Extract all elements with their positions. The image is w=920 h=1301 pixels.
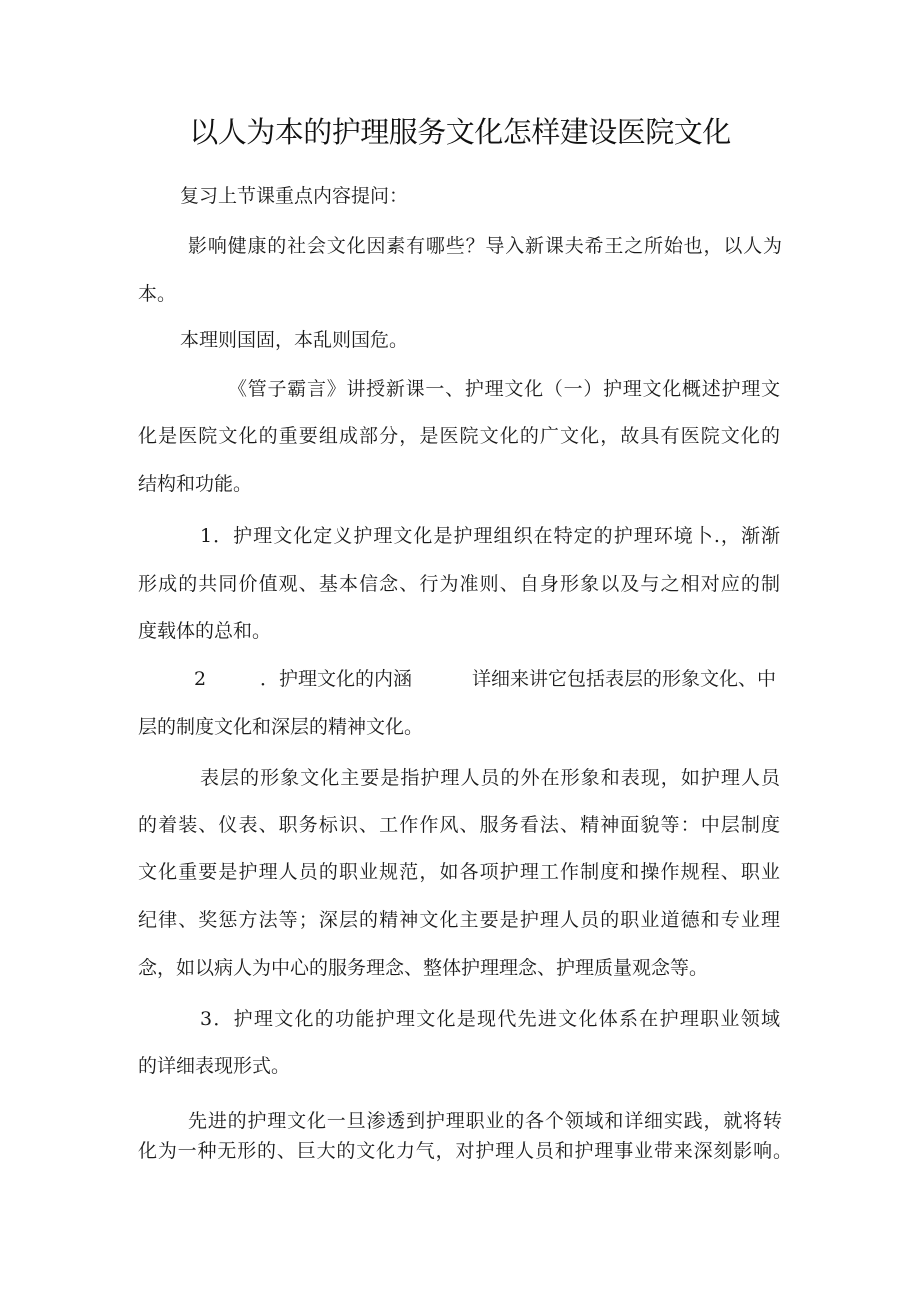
text-line: 结构和功能。	[138, 473, 253, 495]
text-line: 详细来讲它包括表层的形象文化、中	[472, 668, 777, 690]
text-line: 本。	[138, 283, 177, 305]
text-line: 表层的形象文化主要是指护理人员的外在形象和表现，如护理人员	[200, 767, 780, 789]
text-line: 复习上节课重点内容提问：	[180, 185, 409, 207]
text-line: 的详细表现形式。	[138, 1055, 291, 1077]
text-line: 念，如以病人为中心的服务理念、整体护理理念、护理质量观念等。	[138, 957, 709, 979]
text-line: 《管子霸言》讲授新课一、护理文化（一）护理文化概述护理文	[228, 378, 780, 400]
text-line: 纪律、奖惩方法等；深层的精神文化主要是护理人员的职业道德和专业理	[138, 909, 780, 931]
text-line: 先进的护理文化一旦渗透到护理职业的各个领域和详细实践，就将转	[188, 1110, 782, 1132]
text-line: 2	[194, 668, 207, 690]
text-line: ．护理文化的内涵	[260, 668, 413, 690]
text-line: 化为一种无形的、巨大的文化力气，对护理人员和护理事业带来深刻影响。	[138, 1140, 792, 1162]
text-line: 层的制度文化和深层的精神文化。	[138, 716, 424, 738]
text-line: 的着装、仪表、职务标识、工作作风、服务看法、精神面貌等：中层制度	[138, 814, 780, 836]
text-line: 影响健康的社会文化因素有哪些？导入新课夫希王之所始也，以人为	[188, 235, 782, 257]
text-line: 本理则国固，本乱则国危。	[180, 329, 409, 351]
text-line: 形成的共同价值观、基本信念、行为准则、自身形象以及与之相对应的制	[138, 573, 780, 595]
text-line: 1．护理文化定义护理文化是护理组织在特定的护理环境卜.，渐渐	[200, 525, 780, 547]
text-line: 化是医院文化的重要组成部分，是医院文化的广文化，故具有医院文化的	[138, 425, 780, 447]
document-title: 以人为本的护理服务文化怎样建设医院文化	[189, 115, 731, 149]
text-line: 3．护理文化的功能护理文化是现代先进文化体系在护理职业领域	[200, 1008, 780, 1030]
text-line: 度载体的总和。	[138, 620, 272, 642]
text-line: 文化重要是护理人员的职业规范，如各项护理工作制度和操作规程、职业	[138, 861, 780, 883]
